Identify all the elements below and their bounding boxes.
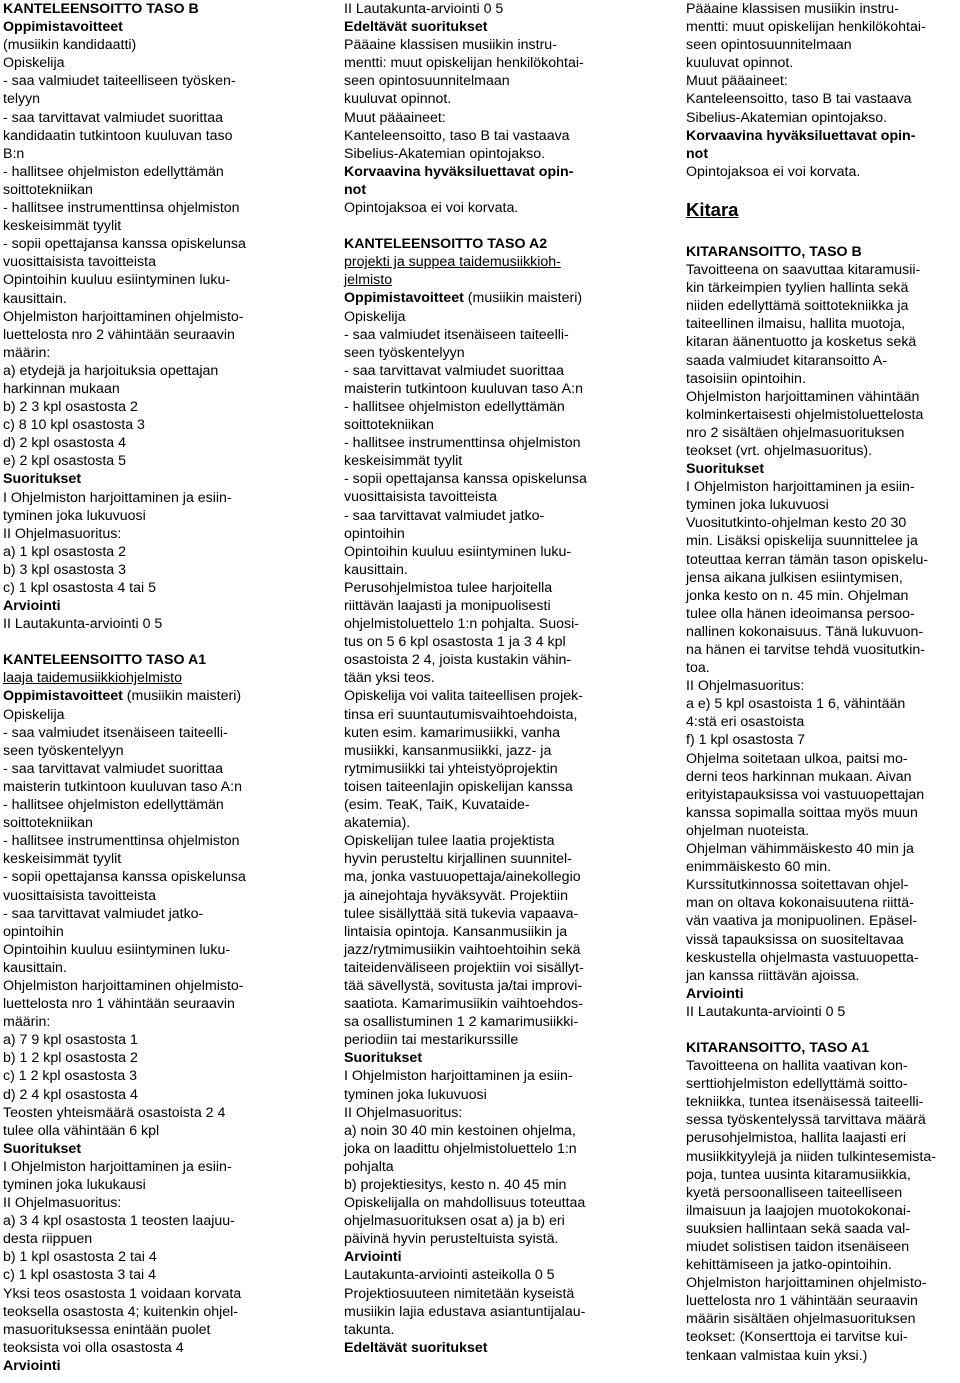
text-line: Vuositutkinto-ohjelman kesto 20 30	[686, 515, 907, 532]
text-line: tus on 5 6 kpl osastosta 1 ja 3 4 kpl	[344, 634, 566, 651]
text-line: soittotekniikan	[3, 181, 93, 198]
text-line: keskeisimmät tyylit	[3, 851, 122, 868]
text-bold-part: Oppimistavoitteet	[344, 290, 464, 307]
text-heading: KANTELEENSOITTO TASO A1	[3, 652, 207, 669]
text-line: opintoihin	[344, 525, 405, 542]
text-line: - sopii opettajansa kanssa opiskelunsa	[3, 236, 246, 253]
text-line: Sibelius-Akatemian opintojakso.	[686, 109, 888, 126]
text-line: - sopii opettajansa kanssa opiskelunsa	[3, 869, 246, 886]
spacer	[686, 1021, 960, 1039]
text-line: Opiskelija	[344, 308, 406, 325]
text-line: Kurssitutkinnossa soitettavan ohjel-	[686, 877, 909, 894]
text-line: Tavoitteena on hallita vaativan kon-	[686, 1058, 908, 1075]
text-line: keskeisimmät tyylit	[3, 218, 122, 235]
text-line: Pääaine klassisen musiikin instru-	[344, 37, 557, 54]
text-line: b) 1 2 kpl osastosta 2	[3, 1050, 138, 1067]
text-line: man on oltava kokonaisuutena riittä-	[686, 895, 914, 912]
text-heading: not	[686, 145, 709, 162]
text-heading: not	[344, 181, 367, 198]
text-heading: KITARANSOITTO, TASO A1	[686, 1039, 870, 1056]
text-line: kehittämiseen ja jatko-opintoihin.	[686, 1257, 892, 1274]
text-line: d) 2 4 kpl osastosta 4	[3, 1086, 138, 1103]
text-line: Pääaine klassisen musiikin instru-	[686, 1, 899, 17]
text-line: pohjalta	[344, 1158, 394, 1175]
text-line: - hallitsee instrumenttinsa ohjelmiston	[3, 200, 240, 217]
text-line: enimmäiskesto 60 min.	[686, 859, 832, 876]
text-line: Ohjelmiston harjoittaminen ohjelmisto-	[3, 977, 244, 994]
text-line: Opiskelija	[3, 706, 65, 723]
text-line: a) etydejä ja harjoituksia opettajan	[3, 362, 219, 379]
text-line: musiikki, kansanmusiikki, jazz- ja	[344, 742, 552, 759]
text-line: II Ohjelmasuoritus:	[3, 1195, 122, 1212]
text-line: tulee sisällyttää sitä tukevia vapaava-	[344, 905, 579, 922]
text-line: II Ohjelmasuoritus:	[3, 525, 122, 542]
text-line: kausittain.	[3, 959, 67, 976]
text-line: soittotekniikan	[344, 417, 434, 434]
text-line-underlined: projekti ja suppea taidemusiikkioh-	[344, 254, 561, 271]
text-line: mentti: muut opiskelijan henkilökohtai-	[686, 19, 926, 36]
text-line: tään yksi teos.	[344, 670, 435, 687]
text-line: kolminkertaisesti ohjelmistoluettelosta	[686, 406, 924, 423]
text-line: maisterin tutkintoon kuuluvan taso A:n	[344, 380, 583, 397]
text-line-mixed	[3, 687, 283, 705]
text-line: Projektiosuuteen nimitetään kyseistä	[344, 1285, 575, 1302]
text-line: toteuttaa kerran tämän tason opiskelu-	[686, 551, 929, 568]
text-line: telyyn	[3, 91, 41, 108]
text-line: Opintoihin kuuluu esiintyminen luku-	[3, 272, 231, 289]
text-line-mixed	[344, 289, 624, 307]
text-line: min. Lisäksi opiskelija suunnittelee ja	[686, 533, 918, 550]
text-heading: KANTELEENSOITTO TASO A2	[344, 236, 548, 253]
text-line: seen opintosuunnitelmaan	[344, 73, 510, 90]
text-line: takunta.	[344, 1321, 395, 1338]
text-line: hyvin perusteltu kirjallinen suunnitel-	[344, 851, 572, 868]
text-line: luettelosta nro 1 vähintään seuraavin	[686, 1293, 918, 1310]
text-line: b) 2 3 kpl osastosta 2	[3, 399, 138, 416]
text-line: Yksi teos osastosta 1 voidaan korvata	[3, 1285, 242, 1302]
text-line: serttiohjelmiston edellyttämä soitto-	[686, 1076, 908, 1093]
text-line: seen työskentelyyn	[3, 742, 124, 759]
text-line: tyminen joka lukukausi	[3, 1177, 146, 1193]
text-line: opintoihin	[3, 923, 64, 940]
text-line: Perusohjelmistoa tulee harjoitella	[344, 579, 553, 596]
text-line: kanssa sopimalla soittaa myös muun	[686, 804, 918, 821]
text-line: Opintoihin kuuluu esiintyminen luku-	[344, 543, 572, 560]
text-line: Opintojaksoa ei voi korvata.	[686, 163, 861, 180]
text-line: akatemia).	[344, 815, 411, 832]
text-heading: Edeltävät suoritukset	[344, 19, 488, 36]
text-line: tenkaan valmistaa kuin yksi.)	[686, 1347, 868, 1364]
text-heading: Korvaavina hyväksiluettavat opin-	[344, 163, 574, 180]
text-line: II Lautakunta-arviointi 0 5	[344, 1, 504, 17]
text-line: Kanteleensoitto, taso B tai vastaava	[344, 127, 570, 144]
text-line: luettelosta nro 1 vähintään seuraavin	[3, 996, 235, 1013]
text-line: lintaisia opintoja. Kansanmusiikin ja	[344, 923, 568, 940]
text-line: ja ainejohtaja hyväksyvät. Projektiin	[344, 887, 568, 904]
text-line: kuten esim. kamarimusiikki, vanha	[344, 724, 561, 741]
text-line: keskeisimmät tyylit	[344, 453, 463, 470]
text-line: tasoisiin opintoihin.	[686, 370, 806, 387]
text-line: - saa tarvittavat valmiudet suorittaa	[344, 362, 565, 379]
text-line: teoksella osastosta 4; kuitenkin ohjel-	[3, 1303, 239, 1320]
text-line: - hallitsee instrumenttinsa ohjelmiston	[3, 833, 240, 850]
text-line: vuosittaisista tavoitteista	[3, 254, 156, 271]
text-heading: Suoritukset	[3, 471, 82, 488]
text-line: sessa työskentelyssä tarvittava määrä	[686, 1112, 926, 1129]
text-line: vissä tapauksissa on suositeltavaa	[686, 931, 904, 948]
text-line: kandidaatin tutkintoon kuuluvan taso	[3, 127, 233, 144]
text-line: - saa tarvittavat valmiudet jatko-	[3, 905, 204, 922]
text-line: c) 1 2 kpl osastosta 3	[3, 1068, 138, 1085]
text-line: jensa aikana julkisen esiintymisen,	[686, 569, 903, 586]
text-line: Opintoihin kuuluu esiintyminen luku-	[3, 941, 231, 958]
text-line: sa osallistuminen 1 2 kamarimusiikki-	[344, 1014, 579, 1031]
text-heading: Arviointi	[3, 1357, 61, 1374]
text-line: Lautakunta-arviointi asteikolla 0 5	[344, 1267, 555, 1284]
text-line: seen opintosuunnitelmaan	[686, 37, 852, 54]
text-heading: KITARANSOITTO, TASO B	[686, 243, 862, 260]
text-line: kuuluvat opinnot.	[344, 91, 452, 108]
text-line: seen työskentelyyn	[344, 344, 465, 361]
text-line: Teosten yhteismäärä osastoista 2 4	[3, 1104, 226, 1121]
text-line: Sibelius-Akatemian opintojakso.	[344, 145, 546, 162]
text-line: vän vaativa ja monipuolinen. Epäsel-	[686, 913, 918, 930]
text-regular-part: (musiikin maisteri)	[463, 290, 583, 307]
text-line: tekniikka, tuntea itsenäisessä taiteelli-	[686, 1094, 924, 1111]
text-line: saatiota. Kamarimusiikin vaihtoehdos-	[344, 996, 583, 1013]
text-line: nro 2 sisältäen ohjelmasuorituksen	[686, 424, 905, 441]
text-regular-part: (musiikin maisteri)	[122, 688, 242, 705]
text-line: a) 7 9 kpl osastosta 1	[3, 1032, 138, 1049]
text-line: niiden edellyttämä soittotekniikka ja	[686, 298, 909, 315]
text-line: Opiskelijalla on mahdollisuus toteuttaa	[344, 1195, 586, 1212]
text-line: tinsa eri suuntautumisvaihtoehdoista,	[344, 706, 578, 723]
text-line: f) 1 kpl osastosta 7	[686, 732, 806, 749]
text-line: määrin:	[3, 1014, 51, 1031]
text-line: tää sävellystä, sovitusta ja/tai improvi-	[344, 977, 583, 994]
text-line: tyminen joka lukuvuosi	[686, 497, 829, 514]
text-line: ohjelmistoluettelo 1:n pohjalta. Suosi-	[344, 616, 580, 633]
text-line: mentti: muut opiskelijan henkilökohtai-	[344, 55, 584, 72]
text-line: a) noin 30 40 min kestoinen ohjelma,	[344, 1122, 576, 1139]
text-line: na hänen ei tarvitse tehdä vuositutkin-	[686, 642, 925, 658]
text-line: kyetä persoonalliseen taiteelliseen	[686, 1184, 903, 1201]
text-line: B:n	[3, 145, 25, 162]
text-line: soittotekniikan	[3, 815, 93, 832]
text-line: Muut pääaineet:	[344, 109, 446, 126]
text-line: Ohjelmiston harjoittaminen ohjelmisto-	[3, 308, 244, 325]
text-heading: Suoritukset	[3, 1140, 82, 1157]
text-line: osastoista 2 4, joista kustakin vähin-	[344, 652, 572, 669]
column-1	[3, 0, 283, 1375]
text-line: kin tärkeimpien tyylien hallinta sekä	[686, 280, 909, 297]
text-line: musiikkityylejä ja niiden tulkintesemista-	[686, 1148, 936, 1165]
text-line: derni teos harkinnan mukaan. Aivan	[686, 768, 912, 785]
text-heading: KANTELEENSOITTO TASO B	[3, 1, 199, 17]
text-line: joka on laadittu ohjelmistoluettelo 1:n	[344, 1140, 577, 1157]
text-line: Ohjelma soitetaan ulkoa, paitsi mo-	[686, 750, 908, 767]
text-line: desta riippuen	[3, 1231, 93, 1248]
spacer	[686, 221, 960, 243]
text-line: tyminen joka lukuvuosi	[3, 507, 146, 524]
text-line: Ohjelmiston harjoittaminen vähintään	[686, 388, 920, 405]
text-line: Opintojaksoa ei voi korvata.	[344, 200, 519, 217]
text-line: periodiin tai mestarikurssille	[344, 1032, 519, 1049]
text-line: c) 1 kpl osastosta 4 tai 5	[3, 580, 156, 596]
text-line: I Ohjelmiston harjoittaminen ja esiin-	[3, 489, 232, 506]
text-line: tulee olla vähintään 6 kpl	[3, 1122, 160, 1139]
text-line: teokset (vrt. ohjelmasuoritus).	[686, 442, 873, 459]
spacer	[686, 181, 960, 199]
text-line: (esim. TeaK, TaiK, Kuvataide-	[344, 797, 530, 814]
text-line: - saa tarvittavat valmiudet jatko-	[344, 507, 545, 524]
text-line: I Ohjelmiston harjoittaminen ja esiin-	[3, 1158, 232, 1175]
text-line: I Ohjelmiston harjoittaminen ja esiin-	[344, 1068, 573, 1085]
spacer	[344, 217, 624, 235]
text-line: - sopii opettajansa kanssa opiskelunsa	[344, 471, 587, 488]
text-line: toa.	[686, 660, 710, 677]
text-line: päivinä hyvin perusteltuista syistä.	[344, 1231, 559, 1248]
text-line: taiteidenväliseen projektiin voi sisällyt-	[344, 959, 584, 976]
text-line: teoksista voi olla osastosta 4	[3, 1339, 184, 1356]
text-line: jazz/rytmimusiikin vaihtoehtoihin sekä	[344, 941, 581, 958]
text-line: määrin sisältäen ohjelmasuorituksen	[686, 1311, 916, 1328]
column-3	[686, 0, 960, 1365]
text-heading: Arviointi	[3, 598, 61, 615]
text-line: (musiikin kandidaatti)	[3, 37, 137, 54]
text-line: määrin:	[3, 344, 51, 361]
text-line: c) 1 kpl osastosta 3 tai 4	[3, 1267, 156, 1284]
text-heading: Edeltävät suoritukset	[344, 1339, 488, 1356]
text-heading: Korvaavina hyväksiluettavat opin-	[686, 127, 916, 144]
text-line: Kanteleensoitto, taso B tai vastaava	[686, 91, 912, 108]
text-line: II Ohjelmasuoritus:	[344, 1104, 463, 1121]
text-line: Opiskelija	[3, 55, 65, 72]
text-line: - hallitsee instrumenttinsa ohjelmiston	[344, 435, 581, 452]
text-line: a) 1 kpl osastosta 2	[3, 543, 127, 560]
text-line: c) 8 10 kpl osastosta 3	[3, 417, 145, 434]
text-line: Ohjelman vähimmäiskesto 40 min ja	[686, 841, 914, 858]
text-line: jonka kesto on n. 45 min. Ohjelman	[686, 587, 909, 604]
text-line: Opiskelijan tulee laatia projektista	[344, 833, 555, 850]
text-line: kitaran äänentuotto ja kosketus sekä	[686, 334, 917, 351]
text-line: miudet solistisen taidon itsenäiseen	[686, 1239, 910, 1255]
text-line: tulee olla hänen ideoimansa persoo-	[686, 605, 915, 622]
text-line: tyminen joka lukuvuosi	[344, 1086, 487, 1103]
text-heading: Suoritukset	[686, 461, 765, 478]
text-line: saada valmiudet kitaransoitto A-	[686, 352, 888, 369]
text-line: d) 2 kpl osastosta 4	[3, 435, 127, 452]
text-heading: Oppimistavoitteet	[3, 19, 123, 36]
text-line: ohjelmasuorituksen osat a) ja b) eri	[344, 1213, 565, 1230]
text-line: II Lautakunta-arviointi 0 5	[686, 1003, 846, 1020]
text-line: Ohjelmiston harjoittaminen ohjelmisto-	[686, 1275, 927, 1292]
text-line: Muut pääaineet:	[686, 73, 788, 90]
text-line: rytmimusiikki tai yhteistyöprojektin	[344, 760, 558, 777]
section-heading: Kitara	[686, 198, 739, 220]
text-line: poja, tuntea uusinta kitaramusiikkia,	[686, 1166, 911, 1183]
text-line: kausittain.	[3, 290, 67, 307]
text-line: II Ohjelmasuoritus:	[686, 678, 805, 695]
spacer	[3, 633, 283, 651]
text-line: b) projektiesitys, kesto n. 40 45 min	[344, 1177, 567, 1193]
text-line: taiteellinen ilmaisu, hallita muotoja,	[686, 316, 906, 333]
text-heading: Suoritukset	[344, 1050, 423, 1067]
text-line: masuorituksessa enintään puolet	[3, 1321, 211, 1338]
text-line: - saa tarvittavat valmiudet suorittaa	[3, 760, 224, 777]
text-line: nallinen kokonaisuus. Tänä lukuvuon-	[686, 623, 924, 640]
text-line: kausittain.	[344, 561, 408, 578]
text-line: maisterin tutkintoon kuuluvan taso A:n	[3, 778, 242, 795]
text-line: riittävän laajasti ja monipuolisesti	[344, 598, 551, 614]
text-line: musiikin lajia edustava asiantuntijalau-	[344, 1303, 586, 1320]
text-line: suuksien hallintaan sekä saada val-	[686, 1220, 910, 1237]
text-line: harkinnan mukaan	[3, 380, 120, 397]
text-line: Opiskelija voi valita taiteellisen projek-	[344, 688, 583, 705]
text-line: a e) 5 kpl osastoista 1 6, vähintään	[686, 696, 906, 713]
column-2	[344, 0, 624, 1357]
text-line: - hallitsee ohjelmiston edellyttämän	[344, 398, 565, 415]
text-line: toisen taiteenlajin opiskelijan kanssa	[344, 778, 573, 795]
text-line: luettelosta nro 2 vähintään seuraavin	[3, 326, 235, 343]
text-line-underlined: laaja taidemusiikkiohjelmisto	[3, 670, 182, 687]
text-line: erityistapauksissa voi vastuuopettajan	[686, 786, 925, 803]
text-line: vuosittaisista tavoitteista	[3, 887, 156, 904]
text-line: ilmaisuun ja laajojen muotokokonai-	[686, 1202, 911, 1219]
text-line: - hallitsee ohjelmiston edellyttämän	[3, 797, 224, 814]
text-line: a) 3 4 kpl osastosta 1 teosten laajuu-	[3, 1213, 235, 1230]
text-heading: Arviointi	[686, 985, 744, 1002]
text-line: - hallitsee ohjelmiston edellyttämän	[3, 163, 224, 180]
text-line: II Lautakunta-arviointi 0 5	[3, 616, 163, 633]
text-line: e) 2 kpl osastosta 5	[3, 453, 127, 470]
text-line: teokset: (Konserttoja ei tarvitse kui-	[686, 1329, 908, 1346]
text-line-underlined: jelmisto	[344, 272, 393, 289]
text-line: keskustella ohjelmasta vastuuopetta-	[686, 949, 919, 966]
text-line: Tavoitteena on saavuttaa kitaramusii-	[686, 262, 921, 279]
text-line: - saa tarvittavat valmiudet suorittaa	[3, 109, 224, 126]
text-bold-part: Oppimistavoitteet	[3, 688, 123, 705]
text-line: ma, jonka vastuuopettaja/ainekollegio	[344, 869, 581, 886]
text-line: I Ohjelmiston harjoittaminen ja esiin-	[686, 479, 915, 496]
text-line: ohjelman nuoteista.	[686, 822, 810, 839]
text-line: 4:stä eri osastoista	[686, 714, 805, 731]
text-line: - saa valmiudet itsenäiseen taiteelli-	[3, 724, 228, 741]
text-line: b) 1 kpl osastosta 2 tai 4	[3, 1249, 157, 1266]
text-line: vuosittaisista tavoitteista	[344, 489, 497, 506]
text-line: jan kanssa riittävän ajoissa.	[686, 967, 860, 984]
text-line: b) 3 kpl osastosta 3	[3, 561, 127, 578]
text-heading: Arviointi	[344, 1249, 402, 1266]
text-line: perusohjelmistoa, hallita laajasti eri	[686, 1130, 907, 1147]
text-line: - saa valmiudet itsenäiseen taiteelli-	[344, 326, 569, 343]
text-line: - saa valmiudet taiteelliseen työsken-	[3, 73, 236, 90]
text-line: kuuluvat opinnot.	[686, 55, 794, 72]
